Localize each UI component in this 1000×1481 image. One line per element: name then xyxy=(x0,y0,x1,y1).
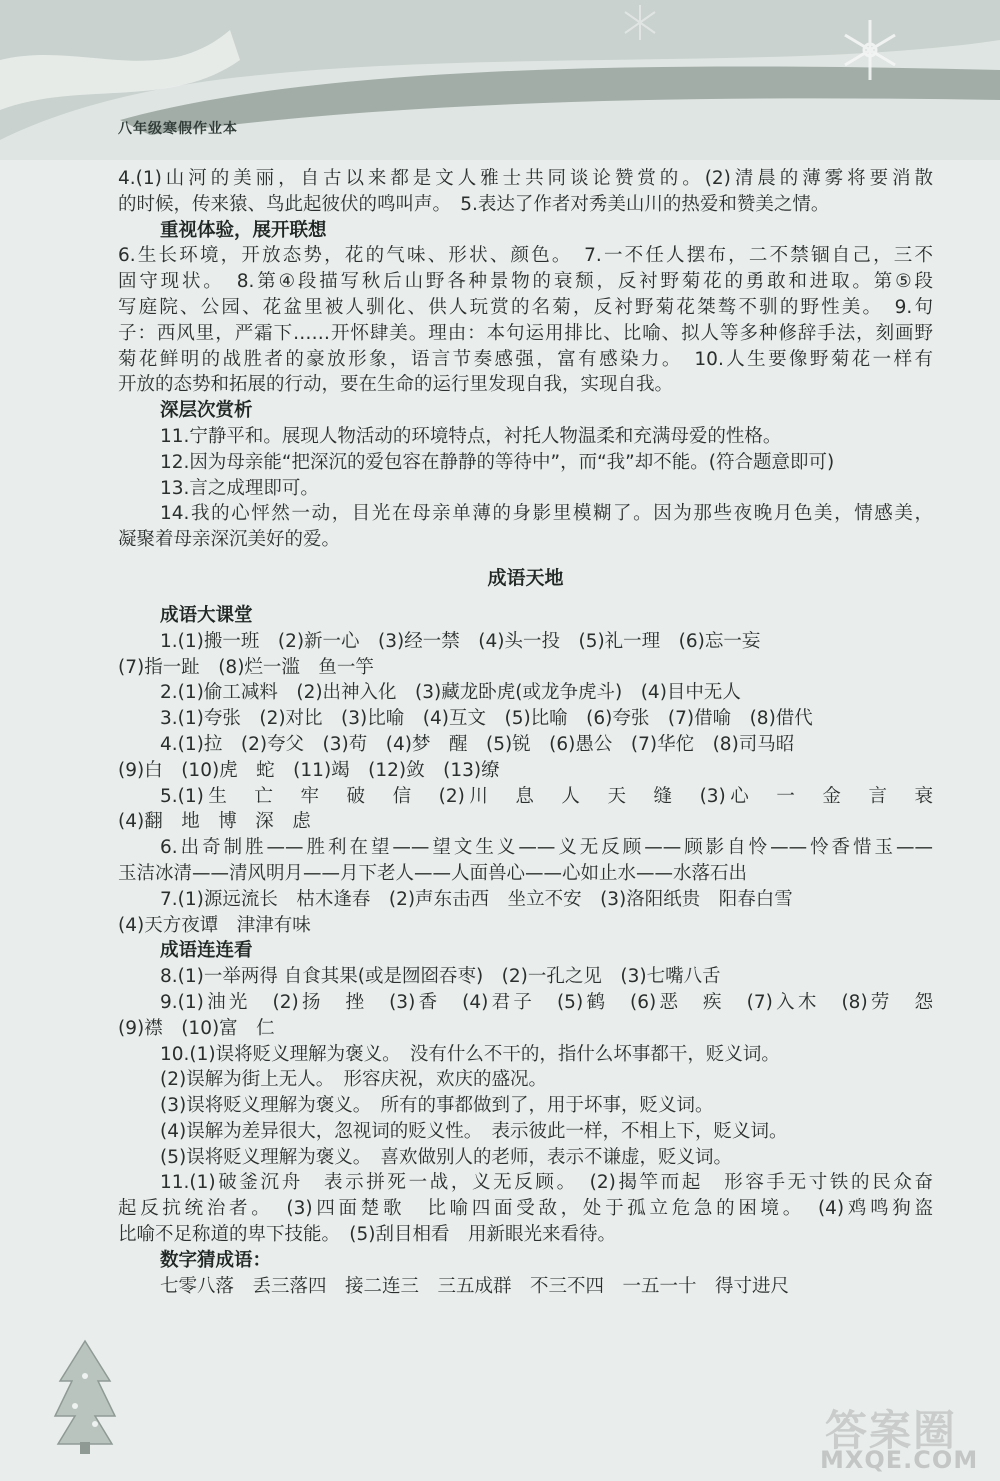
text-line: 8.(1)一举两得 自食其果(或是囫囵吞枣) (2)一孔之见 (3)七嘴八舌 xyxy=(160,966,721,988)
text-line: (3)误将贬义理解为褒义。 所有的事都做到了，用于坏事，贬义词。 xyxy=(160,1095,714,1117)
section-title: 成语天地 xyxy=(487,566,564,589)
text-line: 写庭院、公园、花盆里被人驯化、供人玩赏的名菊，反衬野菊花桀骜不驯的野性美。 9.句 xyxy=(118,296,933,318)
text-line: 10.(1)误将贬义理解为褒义。 没有什么不干的，指什么坏事都干，贬义词。 xyxy=(160,1043,780,1065)
text-line: 玉洁冰清——清风明月——月下老人——人面兽心——心如止水——水落石出 xyxy=(118,862,748,884)
text-line: (9)襟 (10)富 仁 xyxy=(118,1017,275,1039)
text-line: (4)误解为差异很大，忽视词的贬义性。 表示彼此一样，不相上下，贬义词。 xyxy=(160,1120,788,1142)
text-line: 9.(1)油光 (2)扬 挫 (3)香 (4)君子 (5)鹤 (6)恶 疾 (7)入木 (8)劳 怨 xyxy=(160,991,933,1013)
watermark xyxy=(780,1398,992,1478)
text-line: 11.宁静平和。展现人物活动的环境特点，衬托人物温柔和充满母爱的性格。 xyxy=(160,425,782,447)
text-line: 7.(1)源远流长 枯木逢春 (2)声东击西 坐立不安 (3)洛阳纸贵 阳春白雪 xyxy=(160,888,793,910)
text-line: 子：西风里，严霜下……开怀肆美。理由：本句运用排比、比喻、拟人等多种修辞手法，刻画野 xyxy=(118,322,933,344)
text-line: 13.言之成理即可。 xyxy=(160,477,319,499)
subsection-heading: 数字猜成语： xyxy=(160,1249,272,1271)
tree-decoration-icon xyxy=(50,1336,120,1456)
text-line: 12.因为母亲能“把深沉的爱包容在静静的等待中”，而“我”却不能。(符合题意即可) xyxy=(160,451,835,473)
text-line: 凝聚着母亲深沉美好的爱。 xyxy=(118,529,341,551)
watermark-url: MXQE.COM xyxy=(820,1446,979,1474)
text-line: 4.(1)山河的美丽，自古以来都是文人雅士共同谈论赞赏的。(2)清晨的薄雾将要消散 xyxy=(118,168,933,189)
text-line: (4)翻 地 博 深 虑 xyxy=(118,811,311,833)
text-line: 5.(1)生 亡 牢 破 信 (2)川 息 人 天 缝 (3)心 一 金 言 衰 xyxy=(160,785,933,807)
text-line: 起反抗统治者。 (3)四面楚歌 比喻四面受敌，处于孤立危急的困境。 (4)鸡鸣狗盗 xyxy=(118,1198,933,1220)
text-line: (7)指一趾 (8)烂一滥 鱼一竽 xyxy=(118,656,374,678)
text-line: (2)误解为街上无人。 形容庆祝，欢庆的盛况。 xyxy=(160,1069,547,1091)
text-line: (5)误将贬义理解为褒义。 喜欢做别人的老师，表示不谦虚，贬义词。 xyxy=(160,1146,732,1168)
subsection-heading: 深层次赏析 xyxy=(160,400,253,422)
answer-content xyxy=(118,166,933,1299)
text-line: 开放的态势和拓展的行动，要在生命的运行里发现自我，实现自我。 xyxy=(118,374,674,396)
text-line: 七零八落 丢三落四 接二连三 三五成群 不三不四 一五一十 得寸进尺 xyxy=(160,1275,790,1297)
book-title: 八年级寒假作业本 xyxy=(118,121,238,137)
subsection-heading: 重视体验，展开联想 xyxy=(160,219,327,241)
text-line: (9)白 (10)虎 蛇 (11)竭 (12)敛 (13)缭 xyxy=(118,759,500,781)
text-line: 6.生长环境，开放态势，花的气味、形状、颜色。 7.一不任人摆布，二不禁锢自己，三不 xyxy=(118,245,933,267)
subsection-heading: 成语大课堂 xyxy=(160,604,253,626)
subsection-heading: 成语连连看 xyxy=(160,940,253,962)
text-line: 14.我的心怦然一动，目光在母亲单薄的身影里模糊了。因为那些夜晚月色美，情感美， xyxy=(160,503,933,525)
text-line: 的时候，传来猿、鸟此起彼伏的鸣叫声。 5.表达了作者对秀美山川的热爱和赞美之情。 xyxy=(118,193,830,215)
text-line: 1.(1)搬一班 (2)新一心 (3)经一禁 (4)头一投 (5)礼一理 (6)忘一妄 xyxy=(160,630,761,652)
text-line: 比喻不足称道的卑下技能。 (5)刮目相看 用新眼光来看待。 xyxy=(118,1224,616,1246)
text-line: 2.(1)偷工减料 (2)出神入化 (3)藏龙卧虎(或龙争虎斗) (4)目中无人 xyxy=(160,682,741,704)
text-line: 菊花鲜明的战胜者的豪放形象，语言节奏感强，富有感染力。 10.人生要像野菊花一样有 xyxy=(118,348,933,370)
text-line: 11.(1)破釜沉舟 表示拼死一战，义无反顾。 (2)揭竿而起 形容手无寸铁的民众奋 xyxy=(160,1172,933,1194)
text-line: 固守现状。 8.第④段描写秋后山野各种景物的衰颓，反衬野菊花的勇敢和进取。第⑤段 xyxy=(118,271,933,293)
text-line: (4)天方夜谭 津津有味 xyxy=(118,914,311,936)
text-line: 4.(1)拉 (2)夸父 (3)苟 (4)梦 醒 (5)锐 (6)愚公 (7)华佗 (8)司马昭 xyxy=(160,733,795,755)
watermark-text: 答案圈 xyxy=(825,1406,958,1455)
text-line: 6.出奇制胜——胜利在望——望文生义——义无反顾——顾影自怜——怜香惜玉—— xyxy=(160,837,933,859)
text-line: 3.(1)夸张 (2)对比 (3)比喻 (4)互文 (5)比喻 (6)夸张 (7)借喻 (8)借代 xyxy=(160,708,813,730)
